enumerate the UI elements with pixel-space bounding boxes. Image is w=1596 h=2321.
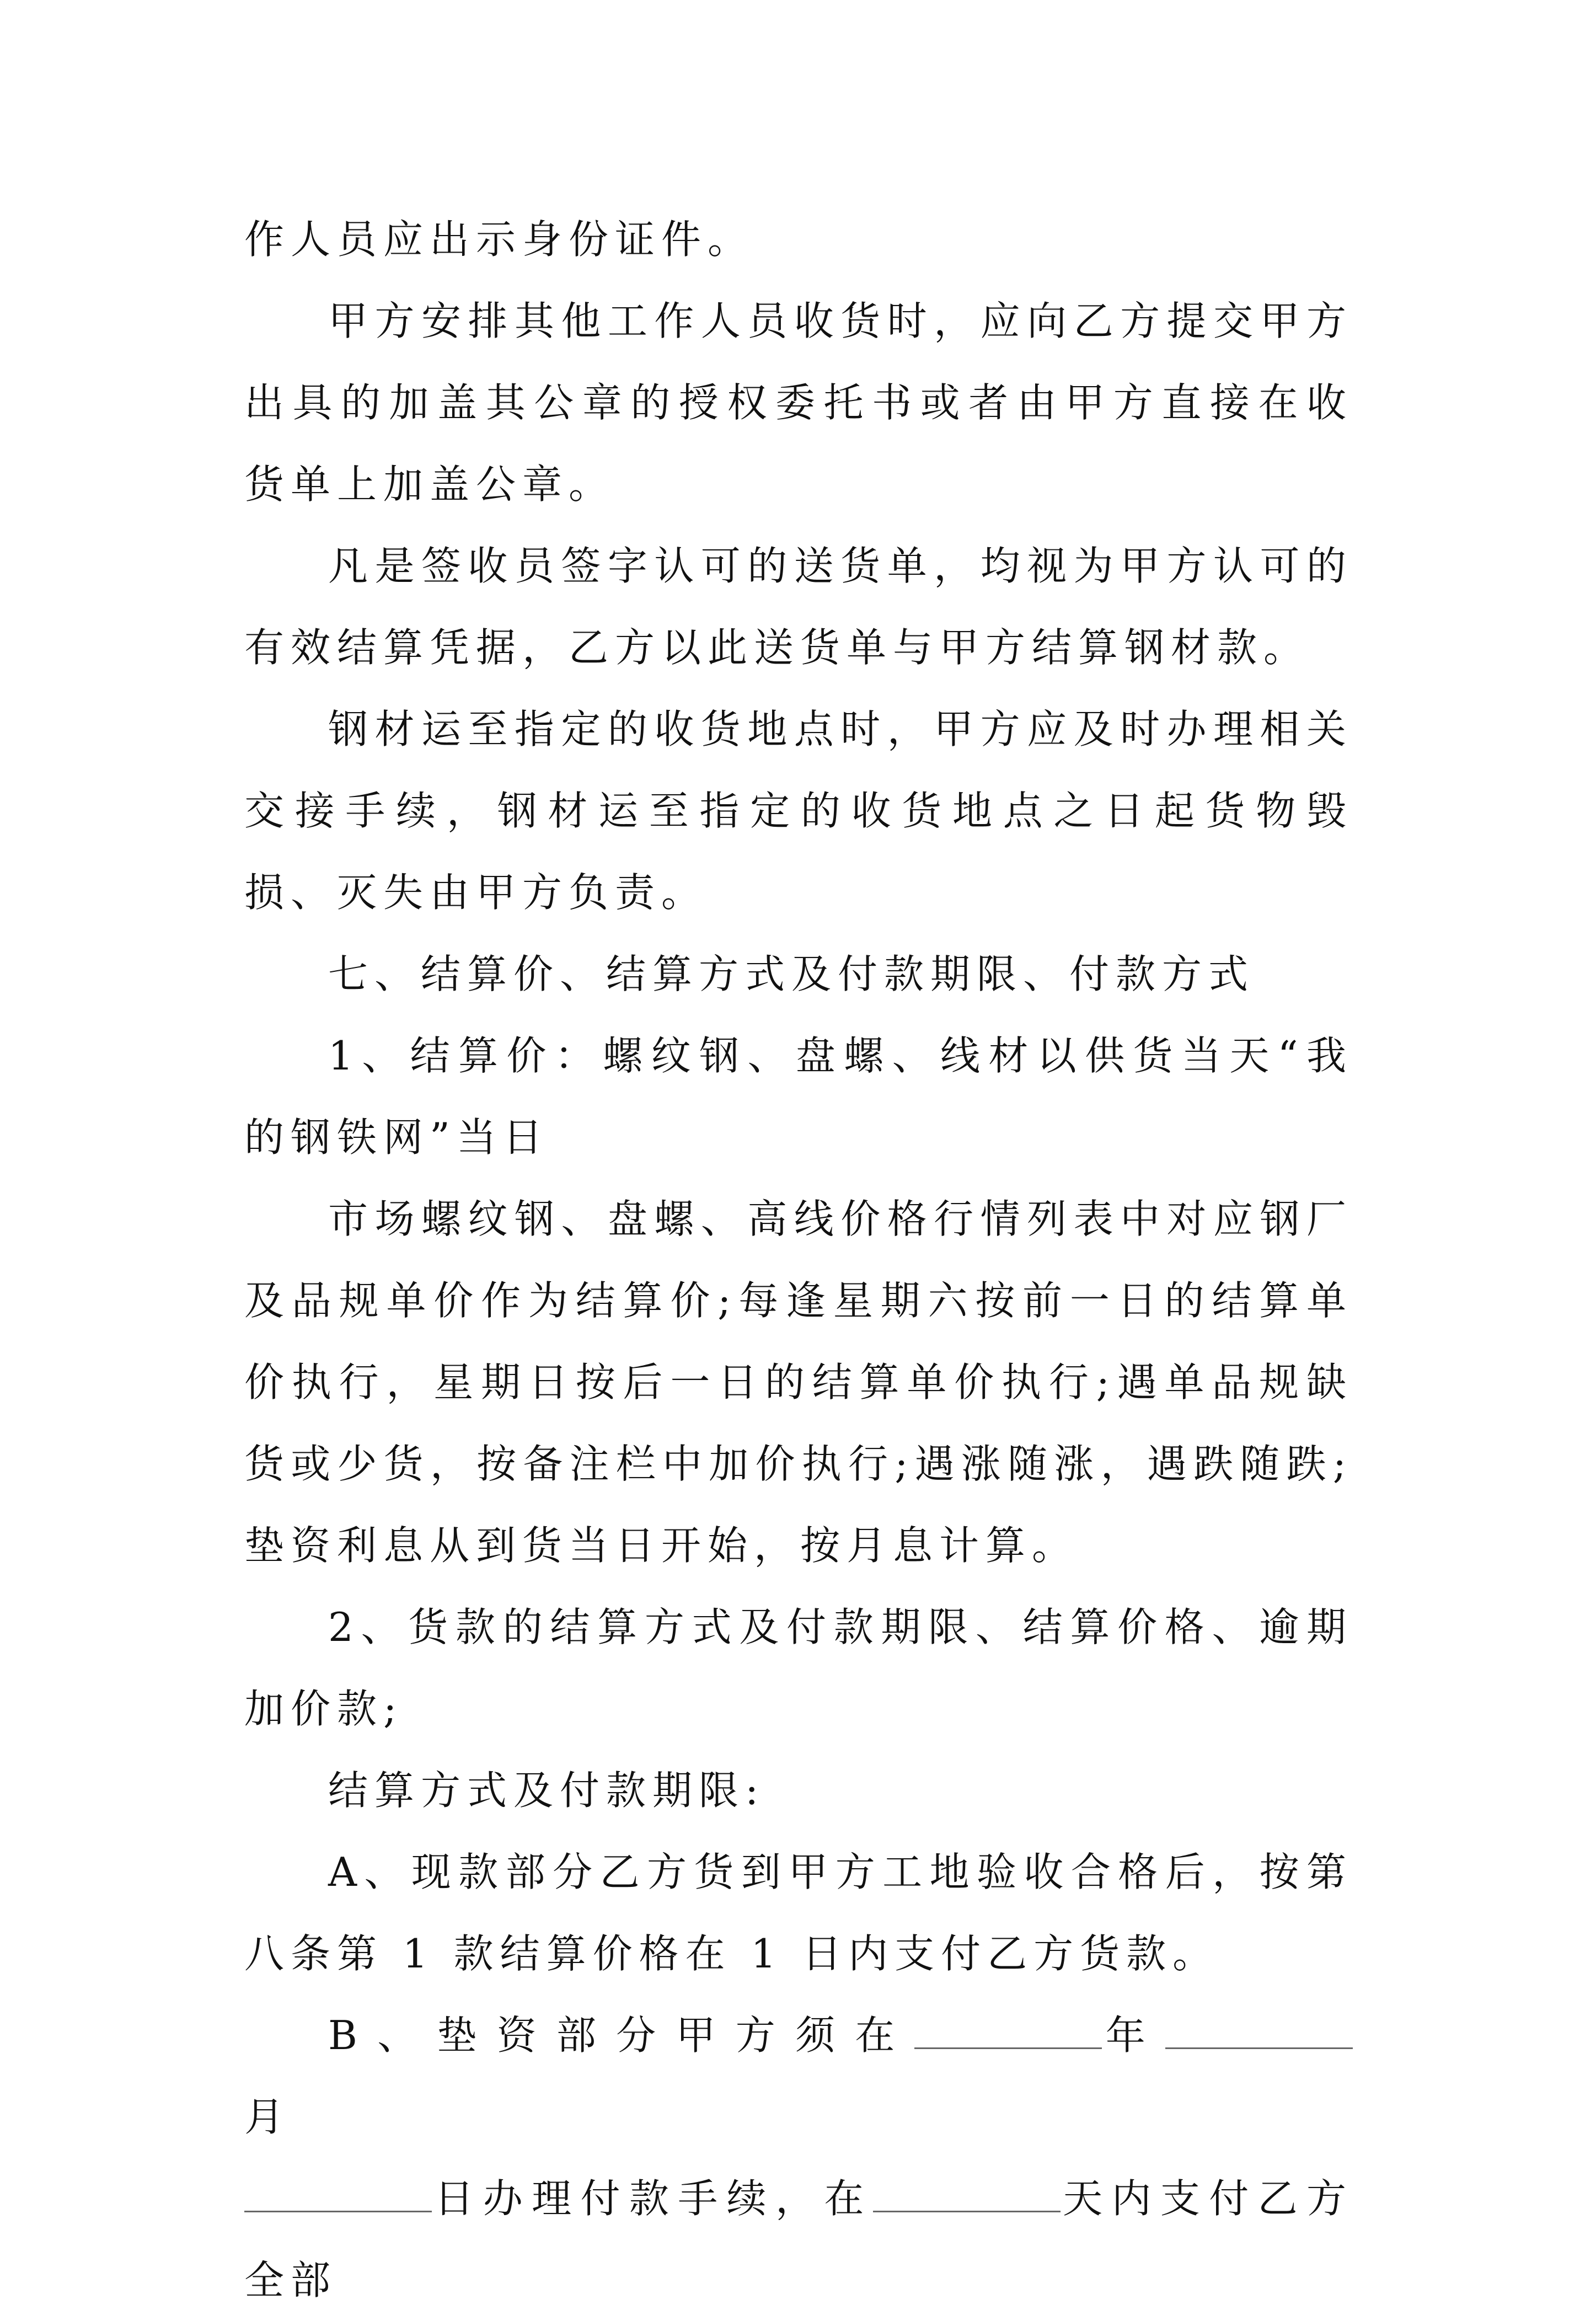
advance-part-text-day: 日办理付款手续，在 [432, 2175, 873, 2222]
advance-part-text-end: 天内支付乙方全部 [244, 2175, 1353, 2303]
section-heading-7: 七、结算价、结算方式及付款期限、付款方式 [328, 951, 1255, 997]
blank-month [1165, 2014, 1353, 2049]
paragraph-advance-part-continued [244, 2158, 1353, 2321]
paragraph-4: 钢材运至指定的收货地点时，甲方应及时办理相关交接手续，钢材运至指定的收货地点之日起货物毁损、灭失由甲方负责。 [244, 706, 1353, 916]
paragraph-payment-terms: 2、货款的结算方式及付款期限、结算价格、逾期加价款; [244, 1604, 1353, 1732]
paragraph-advance-part [244, 1994, 1353, 2158]
paragraph-settlement-method: 结算方式及付款期限: [328, 1767, 765, 1814]
advance-part-text-month: 月 [244, 2094, 301, 2140]
paragraph-market-price: 市场螺纹钢、盘螺、高线价格行情列表中对应钢厂及品规单价作为结算价;每逢星期六按前一日的结算单价执行，星期日按后一日的结算单价执行;遇单品规缺货或少货，按备注栏中加价执行;遇涨随涨，遇跌随跌;垫资利息从到货当日开始，按月息计算。 [244, 1196, 1353, 1569]
blank-day [244, 2178, 432, 2212]
advance-part-text-1: B、垫资部分甲方须在 [328, 2012, 915, 2058]
paragraph-3: 凡是签收员签字认可的送货单，均视为甲方认可的有效结算凭据，乙方以此送货单与甲方结算钢材款。 [244, 543, 1353, 671]
paragraph-1: 作人员应出示身份证件。 [244, 216, 754, 263]
paragraph-2: 甲方安排其他工作人员收货时，应向乙方提交甲方出具的加盖其公章的授权委托书或者由甲方直接在收货单上加盖公章。 [244, 298, 1353, 507]
paragraph-settlement-price: 1、结算价：螺纹钢、盘螺、线材以供货当天“我的钢铁网”当日 [244, 1033, 1353, 1160]
paragraph-cash-part: A、现款部分乙方货到甲方工地验收合格后，按第八条第 1 款结算价格在 1 日内支付乙方货款。 [244, 1849, 1353, 1977]
document-body [244, 199, 1353, 2321]
blank-year [914, 2014, 1102, 2049]
advance-part-text-year: 年 [1102, 2012, 1165, 2058]
blank-days [873, 2178, 1061, 2212]
